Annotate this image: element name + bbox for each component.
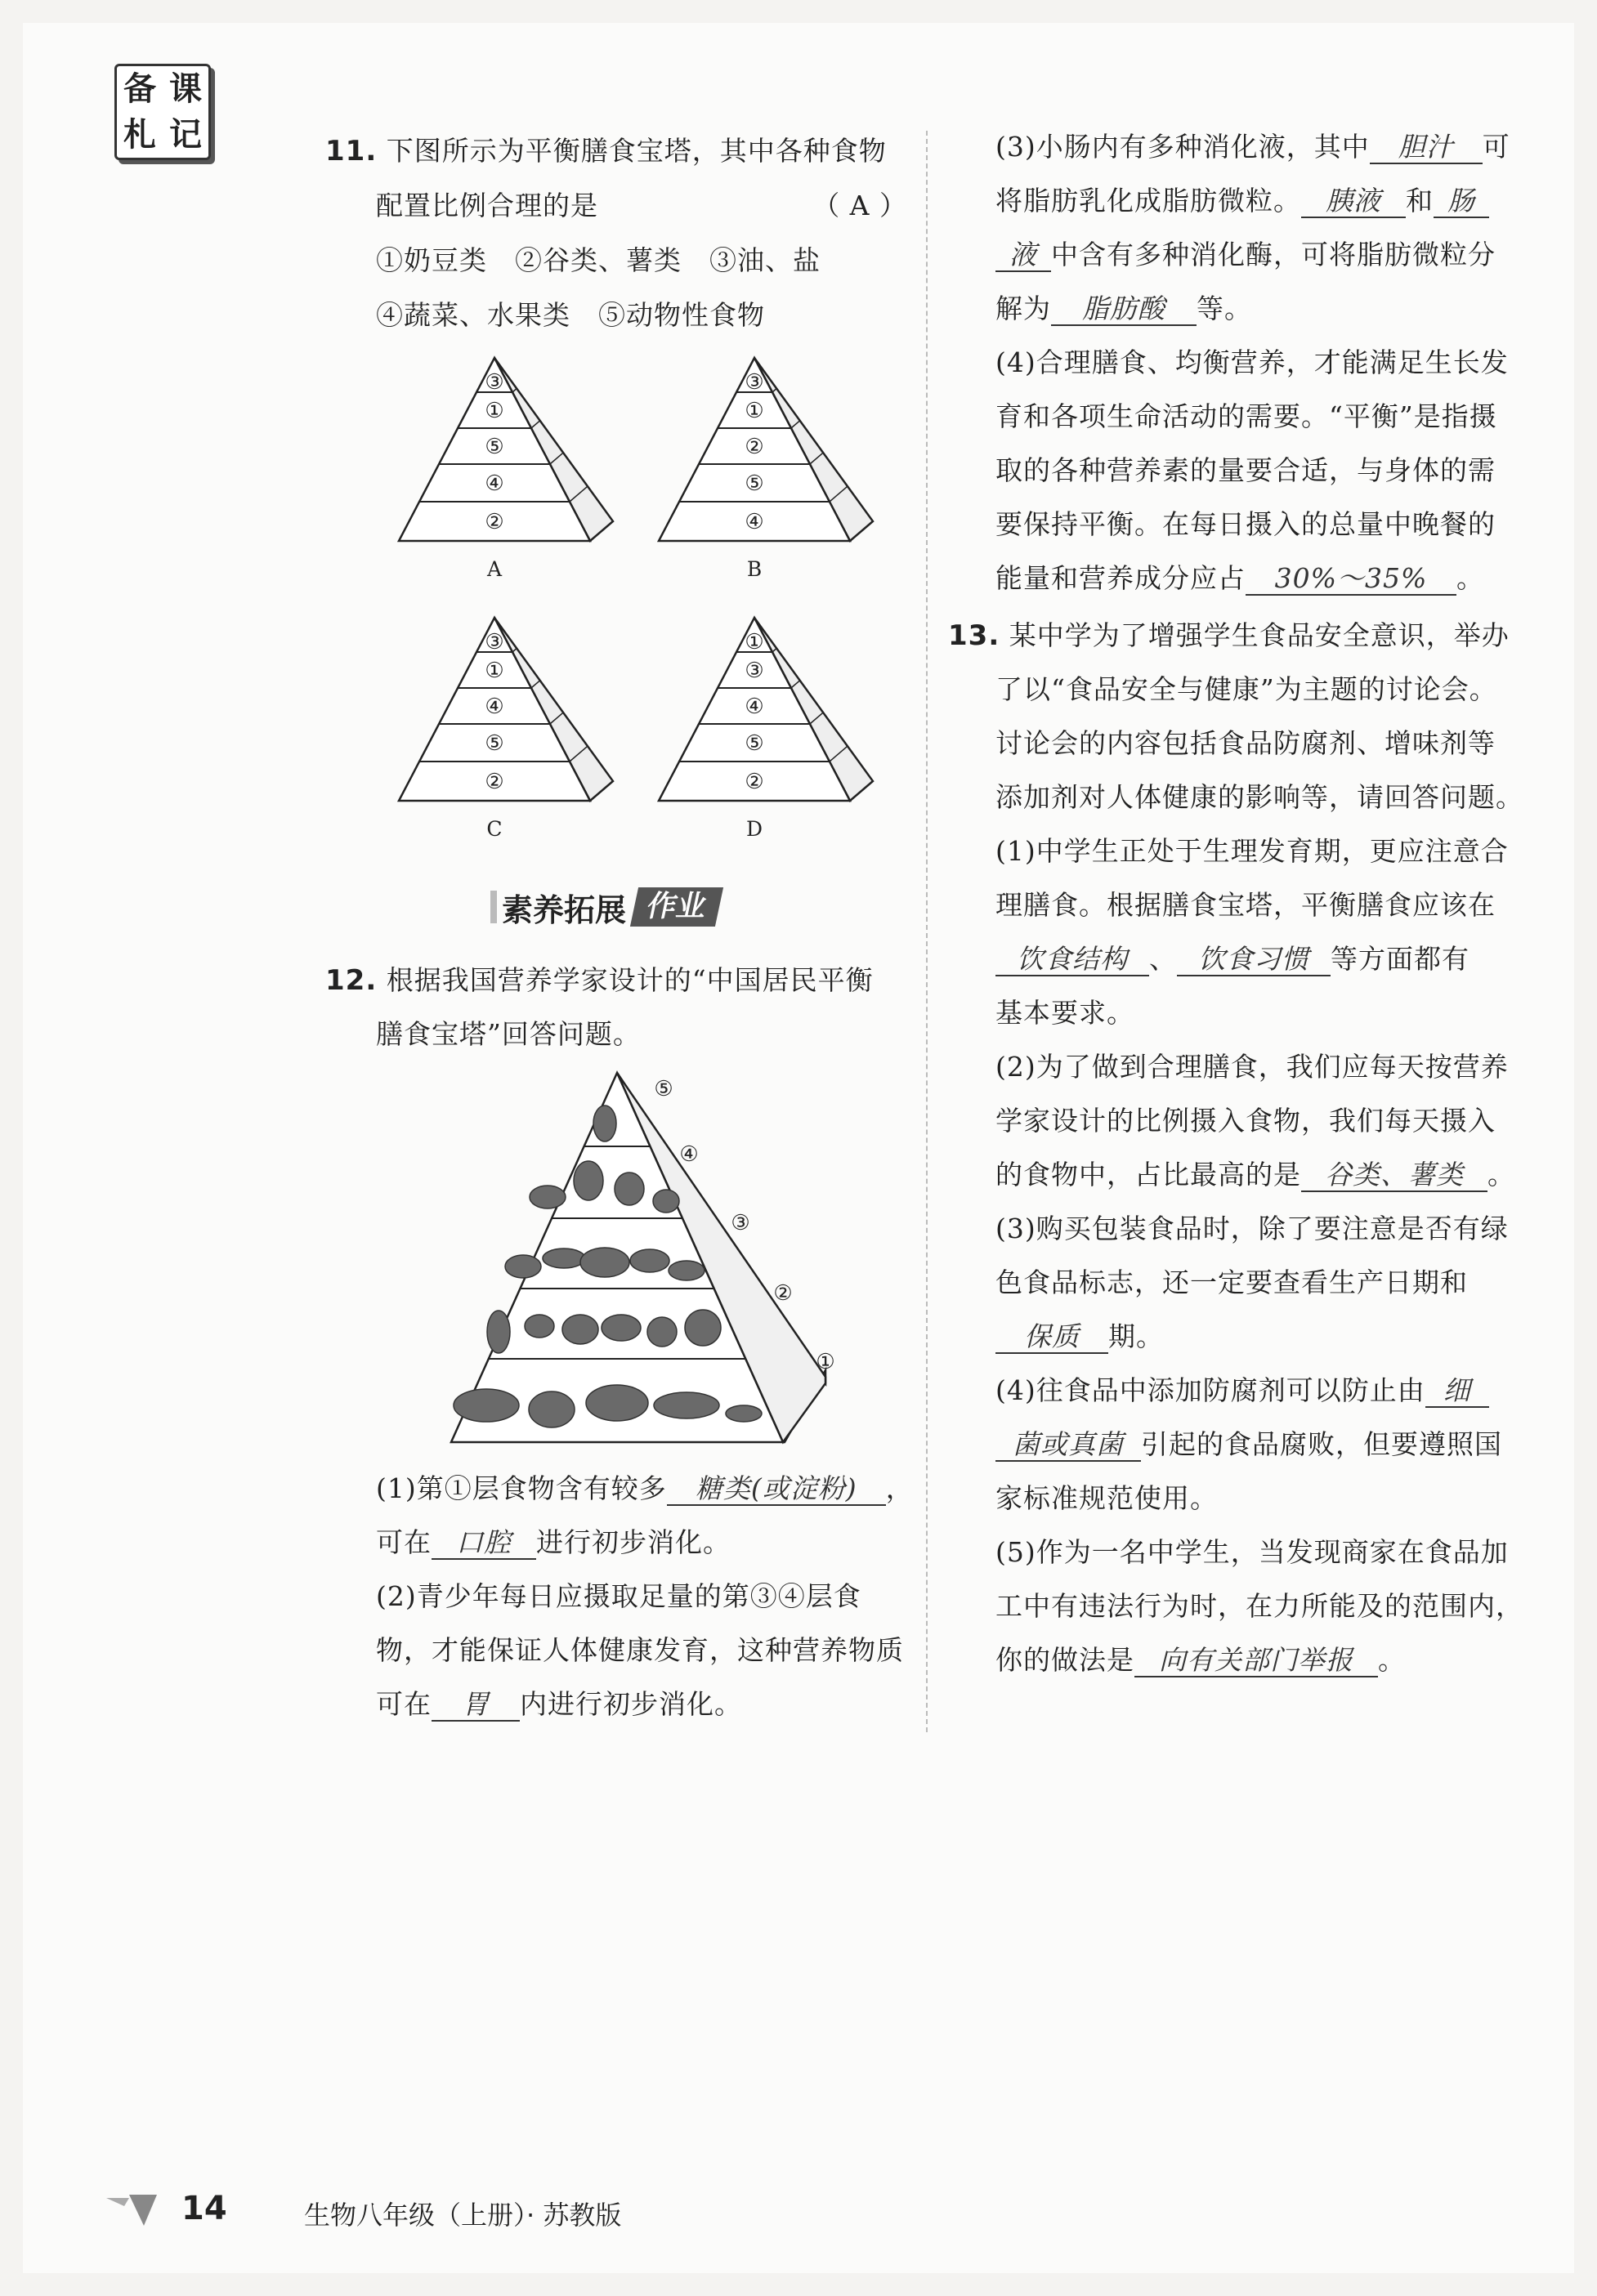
layer-label: ⑤ xyxy=(745,471,764,496)
text: 。 xyxy=(1378,1644,1406,1676)
q11-line2 xyxy=(376,188,907,224)
q13-p1-line3 xyxy=(995,941,1470,977)
answer-blank: 胃 xyxy=(432,1689,520,1722)
book-title: 生物八年级（上册）· 苏教版 xyxy=(304,2200,622,2231)
q12-p4-line5 xyxy=(995,561,1484,596)
stamp-char: 札 xyxy=(123,116,156,154)
q12-p2-line2: 物，才能保证人体健康发育，这种营养物质 xyxy=(376,1634,904,1666)
food-icon xyxy=(593,1106,616,1141)
pyramid-c xyxy=(399,618,613,841)
answer-blank: 脂肪酸 xyxy=(1051,293,1197,326)
q13-line1 xyxy=(948,618,1510,654)
q13-p4-line1 xyxy=(995,1373,1489,1409)
food-icon xyxy=(574,1161,603,1200)
layer-label: ⑤ xyxy=(485,435,504,459)
q11-answer: （ A ） xyxy=(812,190,907,221)
food-icon xyxy=(647,1317,677,1347)
q12-p1-line2 xyxy=(376,1525,731,1561)
q11-text2: 配置比例合理的是 xyxy=(376,190,598,221)
q12-number: 12. xyxy=(325,964,378,997)
food-icon xyxy=(562,1315,598,1344)
q12-text: 根据我国营养学家设计的“中国居民平衡 xyxy=(386,964,874,996)
q13-p4-line2 xyxy=(995,1427,1502,1463)
layer-label: ④ xyxy=(745,510,764,534)
food-icon xyxy=(685,1310,721,1346)
layer-label: ① xyxy=(745,399,764,423)
food-icon xyxy=(525,1315,554,1338)
text: 能量和营养成分应占 xyxy=(995,562,1246,594)
layer-label: ① xyxy=(485,659,504,683)
text: 内进行初步消化。 xyxy=(520,1688,742,1720)
answer-blank: 谷类、薯类 xyxy=(1301,1159,1487,1192)
q12-p2-line1: (2)青少年每日应摄取足量的第③④层食 xyxy=(376,1580,861,1612)
layer-number-label: ⑤ xyxy=(654,1077,673,1101)
q13-line4: 添加剂对人体健康的影响等，请回答问题。 xyxy=(995,781,1523,813)
q11-text: 下图所示为平衡膳食宝塔，其中各种食物 xyxy=(386,135,887,167)
q13-p2-line3 xyxy=(995,1157,1515,1193)
layer-label: ② xyxy=(745,435,764,459)
text: (3)小肠内有多种消化液，其中 xyxy=(995,131,1370,163)
layer-number-label: ④ xyxy=(679,1142,699,1167)
q11-pyramids-figure xyxy=(384,351,891,858)
q13-p5-line3 xyxy=(995,1642,1406,1678)
layer-label: ② xyxy=(485,510,504,534)
banner-bar xyxy=(490,891,497,923)
stamp-char: 课 xyxy=(169,70,202,108)
banner-tag: 作业 xyxy=(630,887,723,927)
q13-p3-line3 xyxy=(995,1319,1164,1355)
q12-p3-line4 xyxy=(995,291,1252,327)
q12-p4-line4: 要保持平衡。在每日摄入的总量中晚餐的 xyxy=(995,508,1496,540)
food-icon xyxy=(529,1391,575,1427)
lesson-notes-stamp xyxy=(114,64,211,160)
q13-p2-line2: 学家设计的比例摄入食物，我们每天摄入 xyxy=(995,1105,1496,1137)
q12-p3-line1 xyxy=(995,129,1510,165)
pyramid-letter: A xyxy=(486,557,503,581)
pyramid-letter: D xyxy=(745,817,763,841)
q13-number: 13. xyxy=(948,619,1000,652)
answer-blank: 肠 xyxy=(1434,185,1489,218)
text: 等。 xyxy=(1197,293,1252,324)
q12-p4-line2: 育和各项生命活动的需要。“平衡”是指摄 xyxy=(995,400,1497,432)
q13-p1-line2: 理膳食。根据膳食宝塔，平衡膳食应该在 xyxy=(995,889,1496,921)
q13-p4-line3: 家标准规范使用。 xyxy=(995,1482,1218,1514)
food-icon xyxy=(726,1405,762,1422)
food-icon xyxy=(505,1255,541,1278)
text: 、 xyxy=(1149,943,1177,975)
layer-label: ① xyxy=(745,630,764,654)
text: ， xyxy=(885,1472,914,1504)
text: 的食物中，占比最高的是 xyxy=(995,1159,1301,1190)
q13-line3: 讨论会的内容包括食品防腐剂、增味剂等 xyxy=(995,727,1496,759)
answer-blank: 液 xyxy=(995,239,1051,272)
q13-p2-line1: (2)为了做到合理膳食，我们应每天按营养 xyxy=(995,1051,1509,1083)
answer-blank: 30%～35% xyxy=(1246,563,1456,596)
footer-arrow-icon xyxy=(105,2190,162,2231)
q13-p3-line1: (3)购买包装食品时，除了要注意是否有绿 xyxy=(995,1213,1509,1244)
text: 中含有多种消化酶，可将脂肪微粒分 xyxy=(1051,239,1496,270)
pyramid-d xyxy=(659,618,873,841)
stamp-char: 备 xyxy=(123,70,156,108)
pyramid-letter: B xyxy=(746,557,763,581)
answer-blank: 向有关部门举报 xyxy=(1134,1645,1378,1677)
q12-food-pyramid xyxy=(441,1066,850,1450)
layer-label: ② xyxy=(745,770,764,794)
text: 可在 xyxy=(376,1526,432,1558)
q13-p5-line1: (5)作为一名中学生，当发现商家在食品加 xyxy=(995,1536,1509,1568)
layer-label: ② xyxy=(485,770,504,794)
q13-p5-line2: 工中有违法行为时，在力所能及的范围内， xyxy=(995,1590,1523,1622)
banner-title: 素养拓展 xyxy=(502,891,627,928)
food-icon xyxy=(654,1392,719,1418)
layer-number-label: ① xyxy=(816,1350,835,1374)
layer-label: ③ xyxy=(485,370,504,395)
q13-p1-line1: (1)中学生正处于生理发育期，更应注意合 xyxy=(995,835,1509,867)
food-icon xyxy=(653,1190,679,1213)
answer-blank: 胰液 xyxy=(1301,185,1406,218)
text: 等方面都有 xyxy=(1331,943,1470,975)
food-icon xyxy=(630,1249,669,1272)
text: 进行初步消化。 xyxy=(536,1526,731,1558)
text: 可在 xyxy=(376,1688,432,1720)
pyramid-b xyxy=(659,358,873,581)
text: 可 xyxy=(1482,131,1510,163)
layer-label: ④ xyxy=(485,695,504,719)
page-number: 14 xyxy=(181,2190,227,2227)
q13-p1-line4: 基本要求。 xyxy=(995,997,1134,1029)
q12-p3-line3 xyxy=(995,237,1496,273)
answer-blank: 保质 xyxy=(995,1321,1108,1354)
answer-blank: 菌或真菌 xyxy=(995,1429,1141,1462)
text: 。 xyxy=(1456,562,1484,594)
q11-options1: ①奶豆类 ②谷类、薯类 ③油、盐 xyxy=(376,244,821,276)
q11-line1 xyxy=(325,133,887,169)
food-icon xyxy=(487,1311,510,1353)
layer-number-label: ② xyxy=(773,1281,793,1306)
answer-blank: 饮食习惯 xyxy=(1177,944,1331,976)
text: 引起的食品腐败，但要遵照国 xyxy=(1141,1428,1502,1460)
q12-p3-line2 xyxy=(995,183,1489,219)
food-icon xyxy=(586,1385,648,1421)
q11-options2: ④蔬菜、水果类 ⑤动物性食物 xyxy=(376,299,765,331)
answer-blank: 胆汁 xyxy=(1370,132,1483,164)
q12-p4-line3: 取的各种营养素的量要合适，与身体的需 xyxy=(995,454,1496,486)
column-divider xyxy=(926,131,928,1732)
pyramid-letter: C xyxy=(486,817,503,841)
text: 你的做法是 xyxy=(995,1644,1134,1676)
text: (4)往食品中添加防腐剂可以防止由 xyxy=(995,1374,1425,1406)
answer-blank: 口腔 xyxy=(432,1527,536,1560)
layer-label: ③ xyxy=(745,370,764,395)
layer-label: ④ xyxy=(745,695,764,719)
food-icon xyxy=(454,1389,519,1422)
text: 解为 xyxy=(995,293,1051,324)
layer-label: ③ xyxy=(745,659,764,683)
food-icon xyxy=(543,1249,585,1268)
q12-p2-line3 xyxy=(376,1686,742,1722)
stamp-char: 记 xyxy=(169,116,202,154)
food-icon xyxy=(669,1261,705,1280)
q13-line2: 了以“食品安全与健康”为主题的讨论会。 xyxy=(995,673,1497,705)
q13-p3-line2: 色食品标志，还一定要查看生产日期和 xyxy=(995,1266,1468,1298)
layer-label: ① xyxy=(485,399,504,423)
text: 将脂肪乳化成脂肪微粒。 xyxy=(995,185,1301,217)
text: (1)第①层食物含有较多 xyxy=(376,1472,667,1504)
text: 。 xyxy=(1487,1159,1515,1190)
layer-label: ⑤ xyxy=(485,731,504,756)
q11-number: 11. xyxy=(325,135,378,168)
q12-line1 xyxy=(325,963,874,998)
answer-blank: 糖类(或淀粉) xyxy=(667,1473,886,1506)
layer-number-label: ③ xyxy=(731,1211,750,1235)
answer-blank: 饮食结构 xyxy=(995,944,1149,976)
q12-line2: 膳食宝塔”回答问题。 xyxy=(376,1018,641,1050)
answer-blank: 细 xyxy=(1425,1375,1489,1408)
layer-label: ③ xyxy=(485,630,504,654)
text: 期。 xyxy=(1108,1320,1164,1352)
layer-label: ⑤ xyxy=(745,731,764,756)
layer-label: ④ xyxy=(485,471,504,496)
food-icon xyxy=(530,1186,566,1208)
text: 某中学为了增强学生食品安全意识，举办 xyxy=(1009,619,1510,651)
food-icon xyxy=(615,1173,644,1205)
text: 和 xyxy=(1406,185,1434,217)
food-icon xyxy=(602,1315,641,1341)
food-icon xyxy=(580,1248,629,1277)
q12-p4-line1: (4)合理膳食、均衡营养，才能满足生长发 xyxy=(995,346,1509,378)
q12-p1-line1 xyxy=(376,1471,914,1507)
section-banner xyxy=(490,887,719,927)
pyramid-a xyxy=(399,358,613,581)
